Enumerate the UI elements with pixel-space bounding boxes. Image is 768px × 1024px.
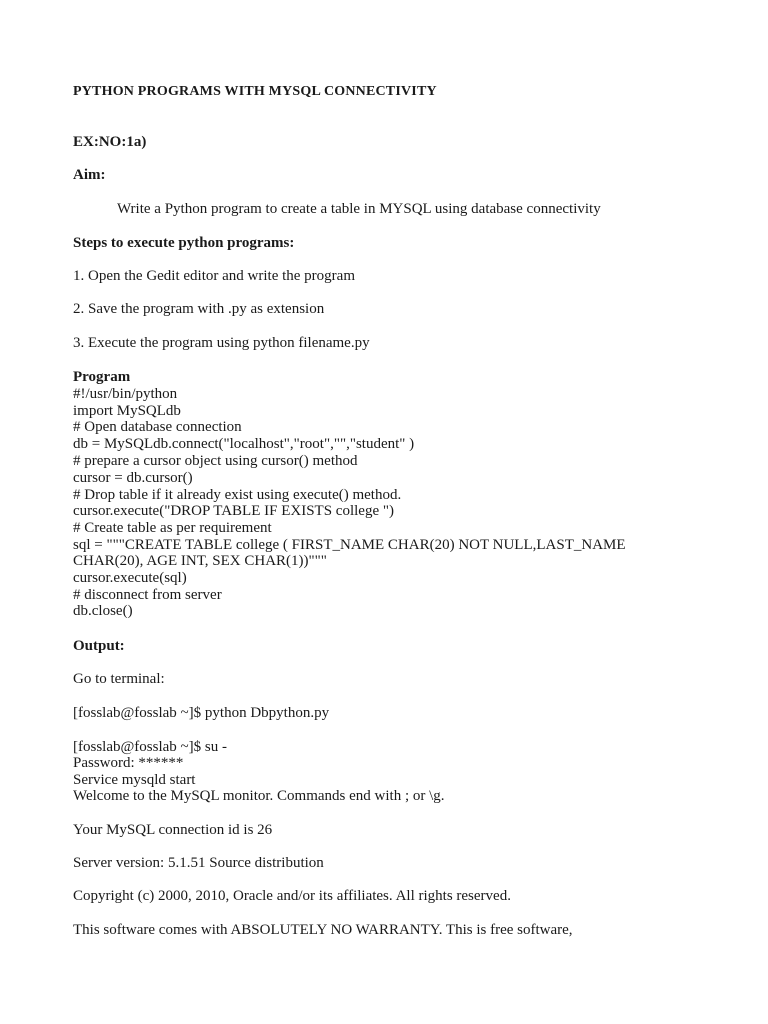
output-line: [fosslab@fosslab ~]$ python Dbpython.py	[73, 705, 330, 721]
program-line: cursor.execute(sql)	[73, 570, 187, 586]
step-item: 2. Save the program with .py as extension	[73, 301, 325, 317]
output-line: This software comes with ABSOLUTELY NO WARRANTY. This is free software,	[73, 922, 573, 938]
program-line: # Create table as per requirement	[73, 520, 272, 536]
program-line: # Open database connection	[73, 419, 242, 435]
program-line: db = MySQLdb.connect("localhost","root","","student" )	[73, 436, 415, 452]
output-line: [fosslab@fosslab ~]$ su -	[73, 739, 227, 755]
exercise-number: EX:NO:1a)	[73, 134, 147, 150]
output-line: Password: ******	[73, 755, 184, 771]
program-line: CHAR(20), AGE INT, SEX CHAR(1))"""	[73, 553, 327, 569]
aim-heading: Aim:	[73, 167, 106, 183]
program-line: import MySQLdb	[73, 403, 181, 419]
program-line: # disconnect from server	[73, 587, 222, 603]
program-line: cursor.execute("DROP TABLE IF EXISTS college ")	[73, 503, 394, 519]
program-heading: Program	[73, 369, 131, 385]
program-line: # prepare a cursor object using cursor() method	[73, 453, 358, 469]
output-line: Service mysqld start	[73, 772, 196, 788]
program-line: db.close()	[73, 603, 133, 619]
program-line: sql = """CREATE TABLE college ( FIRST_NAME CHAR(20) NOT NULL,LAST_NAME	[73, 537, 626, 553]
output-line: Go to terminal:	[73, 671, 165, 687]
output-heading: Output:	[73, 638, 125, 654]
output-line: Copyright (c) 2000, 2010, Oracle and/or its affiliates. All rights reserved.	[73, 888, 511, 904]
output-line: Server version: 5.1.51 Source distribution	[73, 855, 324, 871]
aim-text: Write a Python program to create a table in MYSQL using database connectivity	[117, 201, 601, 217]
program-line: # Drop table if it already exist using execute() method.	[73, 487, 402, 503]
document-title: PYTHON PROGRAMS WITH MYSQL CONNECTIVITY	[73, 84, 437, 99]
program-line: cursor = db.cursor()	[73, 470, 193, 486]
step-item: 1. Open the Gedit editor and write the program	[73, 268, 355, 284]
step-item: 3. Execute the program using python filename.py	[73, 335, 370, 351]
steps-heading: Steps to execute python programs:	[73, 235, 295, 251]
program-line: #!/usr/bin/python	[73, 386, 178, 402]
output-line: Your MySQL connection id is 26	[73, 822, 273, 838]
output-line: Welcome to the MySQL monitor. Commands end with ; or \g.	[73, 788, 445, 804]
